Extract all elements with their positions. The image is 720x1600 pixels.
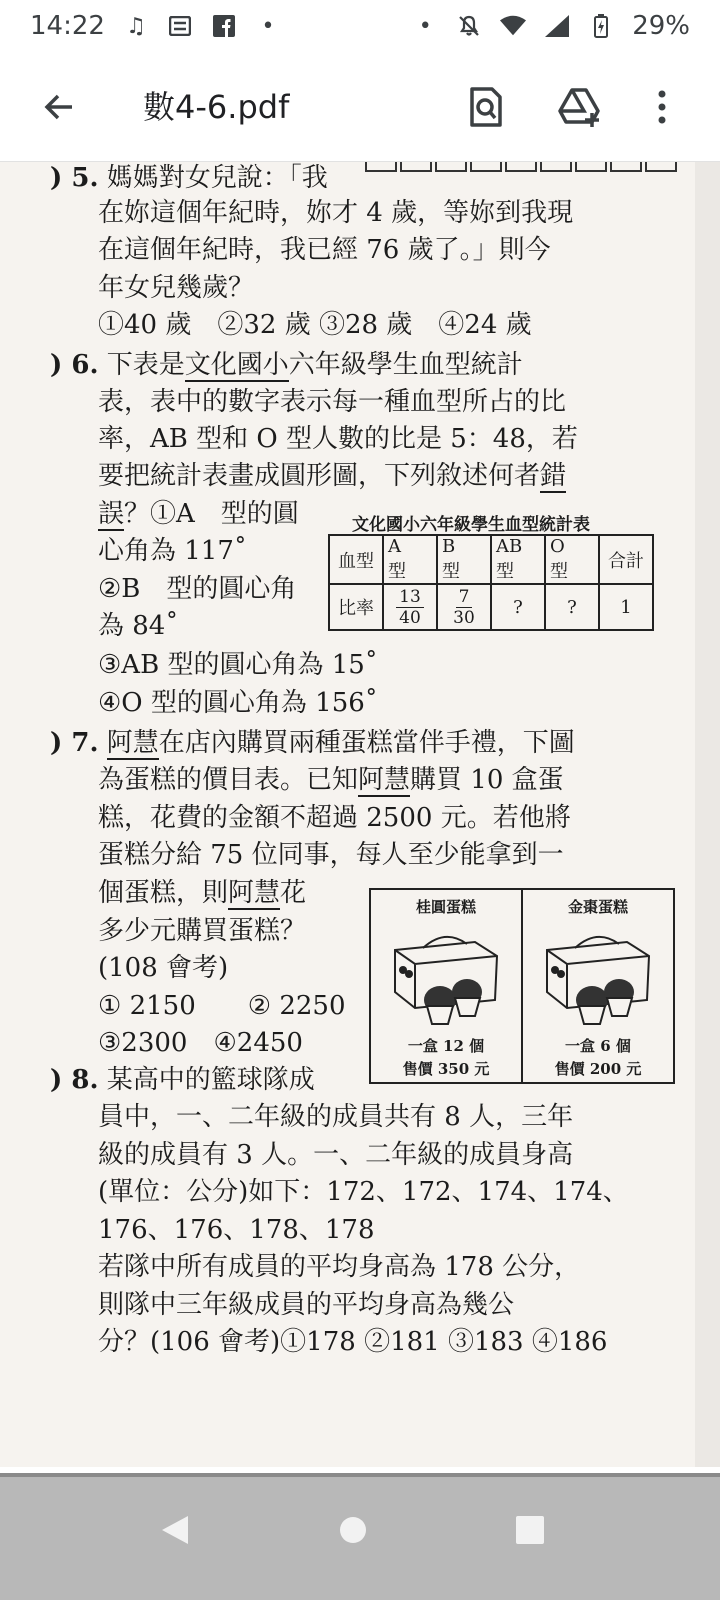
wifi-icon (500, 13, 526, 39)
blood-table-title: 文化國小六年級學生血型統計表 (352, 515, 590, 535)
status-left (30, 11, 281, 41)
facebook-icon (211, 13, 237, 39)
question-5-number: ) 5. (50, 163, 99, 193)
dot-icon: • (261, 13, 275, 39)
school-name-underlined: 文化國小 (184, 350, 289, 380)
question-7-text-a: 在店內購買兩種蛋糕當伴手禮，下圖 (158, 728, 575, 758)
question-7-line-3: 糕，花費的金額不超過 2500 元。若他將 (98, 803, 571, 833)
pdf-page (0, 162, 695, 1467)
home-circle-icon (338, 1515, 368, 1545)
question-7-text-b: 為蛋糕的價目表。已知 (98, 765, 359, 795)
question-6-text-b: 六年級學生血型統計 (288, 350, 523, 380)
question-7-text-e: 花 (280, 878, 307, 908)
question-6-option-a-start: ？①A 型的圓 (124, 499, 299, 529)
cake-quantity: 一盒 12 個 (407, 1037, 485, 1055)
nav-recents-button[interactable] (505, 1505, 555, 1555)
cake-quantity: 一盒 6 個 (565, 1037, 631, 1055)
cake-price-figure (369, 888, 675, 1084)
table-header-cell: AB 型 (491, 535, 545, 584)
more-options-button[interactable] (637, 82, 687, 132)
cake-name: 桂圓蛋糕 (415, 898, 476, 916)
navigation-bar (0, 1473, 720, 1600)
table-cell: 比率 (329, 584, 383, 630)
person-name-underlined: 阿慧 (228, 878, 281, 908)
table-header-cell: O 型 (545, 535, 599, 584)
question-7-options-b: ③2300 ④2450 (98, 1028, 303, 1058)
table-cell: ? (545, 584, 599, 630)
wrong-underlined-a: 錯 (540, 461, 567, 491)
table-header-cell: B 型 (437, 535, 491, 584)
question-7-options-a: ① 2150 ② 2250 (98, 991, 346, 1021)
signal-icon (544, 13, 570, 39)
question-8-line-3: 級的成員有 3 人。一、二年級的成員身高 (98, 1140, 574, 1170)
person-name-underlined: 阿慧 (358, 765, 411, 795)
table-header-cell: 血型 (329, 535, 383, 584)
cake-panel-2 (523, 890, 673, 1082)
nav-back-button[interactable] (150, 1505, 200, 1555)
battery-icon (588, 13, 614, 39)
app-bar (0, 52, 720, 162)
question-6-line-1 (50, 344, 523, 381)
page-edge (695, 162, 720, 1467)
question-6-option-d: ④O 型的圓心角為 156˚ (98, 688, 378, 718)
music-note-icon: ♫ (126, 13, 146, 39)
question-6-option-a: 心角為 117˚ (98, 536, 247, 566)
back-button[interactable] (34, 82, 84, 132)
battery-percent: 29% (632, 11, 690, 41)
cake-panel-1 (371, 890, 523, 1082)
question-6-line-3: 率，AB 型和 O 型人數的比是 5：48，若 (98, 424, 578, 454)
question-6-number: ) 6. (50, 350, 99, 380)
question-6-option-c: ③AB 型的圓心角為 15˚ (98, 650, 378, 680)
arrow-back-icon (42, 90, 76, 124)
question-7-text-c: 購買 10 盒蛋 (410, 765, 564, 795)
nav-home-button[interactable] (328, 1505, 378, 1555)
question-6-line-4 (98, 455, 566, 492)
more-vert-icon (657, 89, 667, 125)
question-7-source: (108 會考) (98, 953, 229, 983)
find-in-page-icon (468, 87, 504, 127)
question-7-number: ) 7. (50, 728, 99, 758)
question-5-line-4: 年女兒幾歲？ (98, 273, 255, 303)
question-6-option-b-cont: 為 84˚ (98, 611, 179, 641)
add-to-drive-icon (558, 87, 602, 127)
question-8-line-7: 則隊中三年級成員的平均身高為幾公 (98, 1290, 515, 1320)
person-name-underlined: 阿慧 (106, 728, 159, 758)
question-6-line-5 (98, 493, 299, 530)
cake-box-icon (537, 920, 657, 1030)
question-7-line-4: 蛋糕分給 75 位同事，每人至少能拿到一 (98, 840, 564, 870)
question-8-line-6: 若隊中所有成員的平均身高為 178 公分， (98, 1252, 581, 1282)
table-cell: $\frac{13}{40}$ (383, 584, 437, 630)
add-to-drive-button[interactable] (555, 82, 605, 132)
question-6-text-c: 要把統計表畫成圓形圖，下列敘述何者 (98, 461, 541, 491)
cake-price: 售價 350 元 (402, 1060, 490, 1078)
question-8-line-4: (單位：公分)如下：172、172、174、174、 (98, 1177, 629, 1207)
question-6-line-2: 表，表中的數字表示每一種血型所占的比 (98, 387, 567, 417)
question-7-line-2 (98, 759, 564, 796)
cake-name: 金棗蛋糕 (567, 898, 628, 916)
question-5-line-1 (50, 162, 328, 194)
table-cell: 1 (599, 584, 653, 630)
recents-square-icon (515, 1515, 545, 1545)
status-bar (0, 0, 720, 52)
cake-price: 售價 200 元 (554, 1060, 642, 1078)
dot-icon: • (418, 13, 432, 39)
wrong-underlined-b: 誤 (98, 499, 125, 529)
mute-icon (456, 13, 482, 39)
back-triangle-icon (160, 1514, 190, 1546)
table-row (329, 535, 653, 584)
status-right (412, 11, 690, 41)
question-6-option-b: ②B 型的圓心角 (98, 574, 297, 604)
pdf-viewer[interactable] (0, 162, 720, 1467)
question-8-line-1 (50, 1059, 315, 1096)
question-8-text: 某高中的籃球隊成 (106, 1065, 315, 1095)
table-header-cell: 合計 (599, 535, 653, 584)
clock: 14:22 (30, 11, 105, 41)
table-cell: ? (491, 584, 545, 630)
question-7-line-6: 多少元購買蛋糕？ (98, 916, 307, 946)
question-8-number: ) 8. (50, 1065, 99, 1095)
question-8-line-8: 分？(106 會考)①178 ②181 ③183 ④186 (98, 1327, 608, 1357)
question-5-line-2: 在妳這個年紀時，妳才 4 歲，等妳到我現 (98, 198, 574, 228)
question-7-text-d: 個蛋糕，則 (98, 878, 229, 908)
table-header-cell: A 型 (383, 535, 437, 584)
question-5-options: ①40 歲 ②32 歲 ③28 歲 ④24 歲 (98, 310, 532, 340)
question-5-line-3: 在這個年紀時，我已經 76 歲了。」則今 (98, 235, 551, 265)
find-in-page-button[interactable] (461, 82, 511, 132)
question-7-line-1 (50, 722, 575, 759)
blood-type-table (328, 534, 654, 631)
question-8-line-5: 176、176、178、178 (98, 1215, 375, 1245)
question-6-text-a: 下表是 (106, 350, 185, 380)
table-row (329, 584, 653, 630)
document-title: 數4-6.pdf (143, 88, 290, 126)
message-icon (167, 13, 193, 39)
table-cell: $\frac{7}{30}$ (437, 584, 491, 630)
question-7-line-5 (98, 872, 306, 909)
question-5-text: 媽媽對女兒說：「我 (106, 163, 328, 193)
answer-boxes (365, 162, 677, 172)
question-8-line-2: 員中，一、二年級的成員共有 8 人，三年 (98, 1102, 574, 1132)
cake-box-icon (385, 920, 505, 1030)
